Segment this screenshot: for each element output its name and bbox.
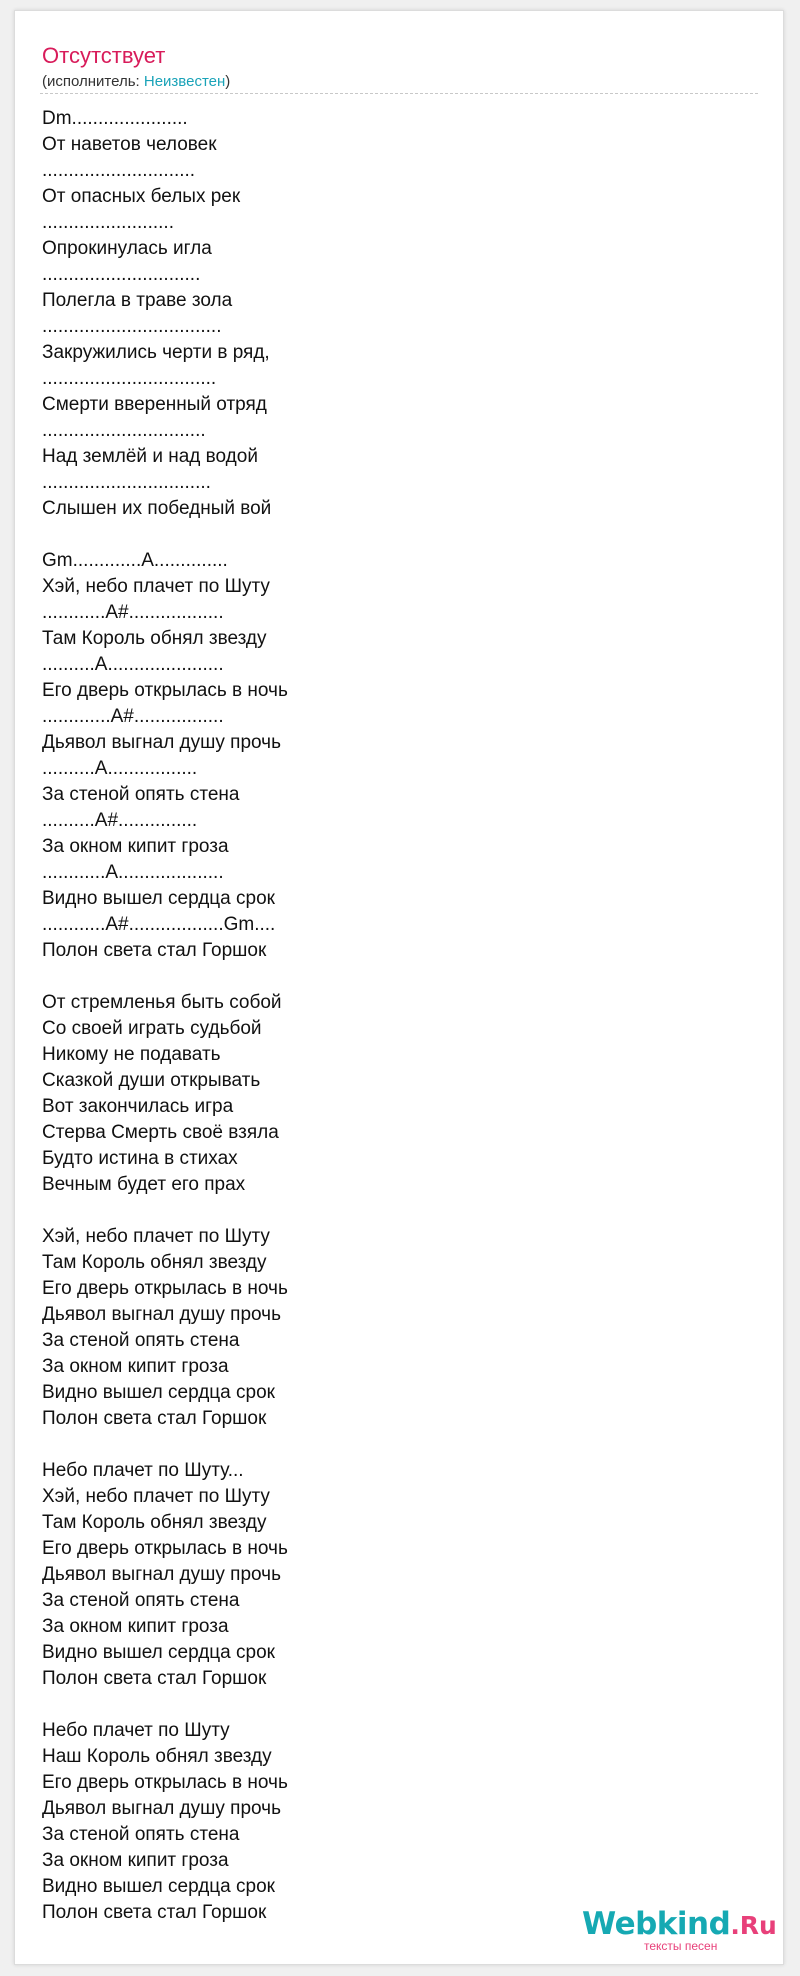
- lyrics-line: От опасных белых рек: [42, 186, 241, 207]
- lyrics-line: Никому не подавать: [42, 1044, 221, 1065]
- lyrics-line: Его дверь открылась в ночь: [42, 1772, 288, 1793]
- lyrics-line: ..........A#...............: [42, 810, 198, 831]
- lyrics-line: Небо плачет по Шуту: [42, 1720, 230, 1741]
- lyrics-line: ..................................: [42, 316, 222, 337]
- lyrics-line: За окном кипит гроза: [42, 1850, 229, 1871]
- lyrics-line: Gm.............A..............: [42, 550, 228, 571]
- lyrics-line: Сказкой души открывать: [42, 1070, 261, 1091]
- logo-tagline: тексты песен: [644, 1939, 718, 1953]
- lyrics-line: Видно вышел сердца срок: [42, 1876, 275, 1897]
- artist-prefix: (исполнитель:: [42, 73, 144, 90]
- lyrics-line: Опрокинулась игла: [42, 238, 212, 259]
- lyrics-line: За окном кипит гроза: [42, 1356, 229, 1377]
- lyrics-line: ............A#..................Gm....: [42, 914, 276, 935]
- lyrics-line: Полегла в траве зола: [42, 290, 233, 311]
- lyrics-line: ............A#..................: [42, 602, 224, 623]
- lyrics-line: .............................: [42, 160, 196, 181]
- lyrics-line: ..........A.................: [42, 758, 198, 779]
- lyrics-line: ..............................: [42, 264, 201, 285]
- lyrics-line: Его дверь открылась в ночь: [42, 1538, 288, 1559]
- lyrics-line: Дьявол выгнал душу прочь: [42, 1798, 281, 1819]
- lyrics-line: От наветов человек: [42, 134, 217, 155]
- lyrics-line: Над землёй и над водой: [42, 446, 258, 467]
- lyrics-line: От стремленья быть собой: [42, 992, 282, 1013]
- lyrics-line: Со своей играть судьбой: [42, 1018, 262, 1039]
- lyrics-line: Видно вышел сердца срок: [42, 1382, 275, 1403]
- site-logo[interactable]: [582, 1906, 777, 1958]
- lyrics-line: Стерва Смерть своё взяла: [42, 1122, 279, 1143]
- lyrics-blank-line: [42, 1432, 742, 1458]
- artist-link[interactable]: Неизвестен: [143, 73, 226, 90]
- lyrics-line: Хэй, небо плачет по Шуту: [42, 1226, 270, 1247]
- lyrics-line: За стеной опять стена: [42, 1824, 240, 1845]
- lyrics-line: За стеной опять стена: [42, 1330, 240, 1351]
- lyrics-line: За окном кипит гроза: [42, 836, 229, 857]
- lyrics-line: Dm......................: [42, 108, 188, 129]
- lyrics-line: За окном кипит гроза: [42, 1616, 229, 1637]
- lyrics-line: Видно вышел сердца срок: [42, 888, 275, 909]
- lyrics-line: Вот закончилась игра: [42, 1096, 234, 1117]
- lyrics-line: Слышен их победный вой: [42, 498, 272, 519]
- lyrics-blank-line: [42, 1692, 742, 1718]
- lyrics-line: Хэй, небо плачет по Шуту: [42, 576, 270, 597]
- lyrics-line: Наш Король обнял звезду: [42, 1746, 272, 1767]
- lyrics-line: Смерти вверенный отряд: [42, 394, 267, 415]
- lyrics-line: Его дверь открылась в ночь: [42, 680, 288, 701]
- lyrics-line: Полон света стал Горшок: [42, 1668, 267, 1689]
- lyrics-line: Там Король обнял звезду: [42, 1252, 267, 1273]
- lyrics-line: Там Король обнял звезду: [42, 628, 267, 649]
- lyrics-blank-line: [42, 522, 742, 548]
- lyrics-line: Закружились черти в ряд,: [42, 342, 270, 363]
- lyrics-line: Дьявол выгнал душу прочь: [42, 1304, 281, 1325]
- lyrics-blank-line: [42, 1198, 742, 1224]
- lyrics-line: Дьявол выгнал душу прочь: [42, 732, 281, 753]
- lyrics-line: ............A....................: [42, 862, 224, 883]
- lyrics-line: .........................: [42, 212, 174, 233]
- lyrics-line: Там Король обнял звезду: [42, 1512, 267, 1533]
- lyrics-line: Видно вышел сердца срок: [42, 1642, 275, 1663]
- title-divider: [40, 93, 758, 94]
- lyrics-line: Полон света стал Горшок: [42, 940, 267, 961]
- lyrics-line: Полон света стал Горшок: [42, 1408, 267, 1429]
- logo-name: Webkind: [582, 1906, 731, 1942]
- lyrics-line: Хэй, небо плачет по Шуту: [42, 1486, 270, 1507]
- lyrics-line: За стеной опять стена: [42, 784, 240, 805]
- lyrics-line: За стеной опять стена: [42, 1590, 240, 1611]
- lyrics-line: ...............................: [42, 420, 206, 441]
- lyrics-blank-line: [42, 964, 742, 990]
- artist-suffix: ): [225, 73, 231, 90]
- lyrics-line: Его дверь открылась в ночь: [42, 1278, 288, 1299]
- lyrics-body: [42, 106, 742, 1926]
- lyrics-line: .............A#.................: [42, 706, 224, 727]
- lyrics-line: ..........A......................: [42, 654, 224, 675]
- lyrics-line: Полон света стал Горшок: [42, 1902, 267, 1923]
- artist-line: [42, 72, 230, 92]
- song-title: Отсутствует: [42, 43, 166, 68]
- logo-tld: .Ru: [730, 1911, 777, 1940]
- lyrics-line: Будто истина в стихах: [42, 1148, 238, 1169]
- lyrics-line: Дьявол выгнал душу прочь: [42, 1564, 281, 1585]
- lyrics-line: Вечным будет его прах: [42, 1174, 246, 1195]
- lyrics-line: .................................: [42, 368, 217, 389]
- lyrics-line: ................................: [42, 472, 211, 493]
- lyrics-line: Небо плачет по Шуту...: [42, 1460, 244, 1481]
